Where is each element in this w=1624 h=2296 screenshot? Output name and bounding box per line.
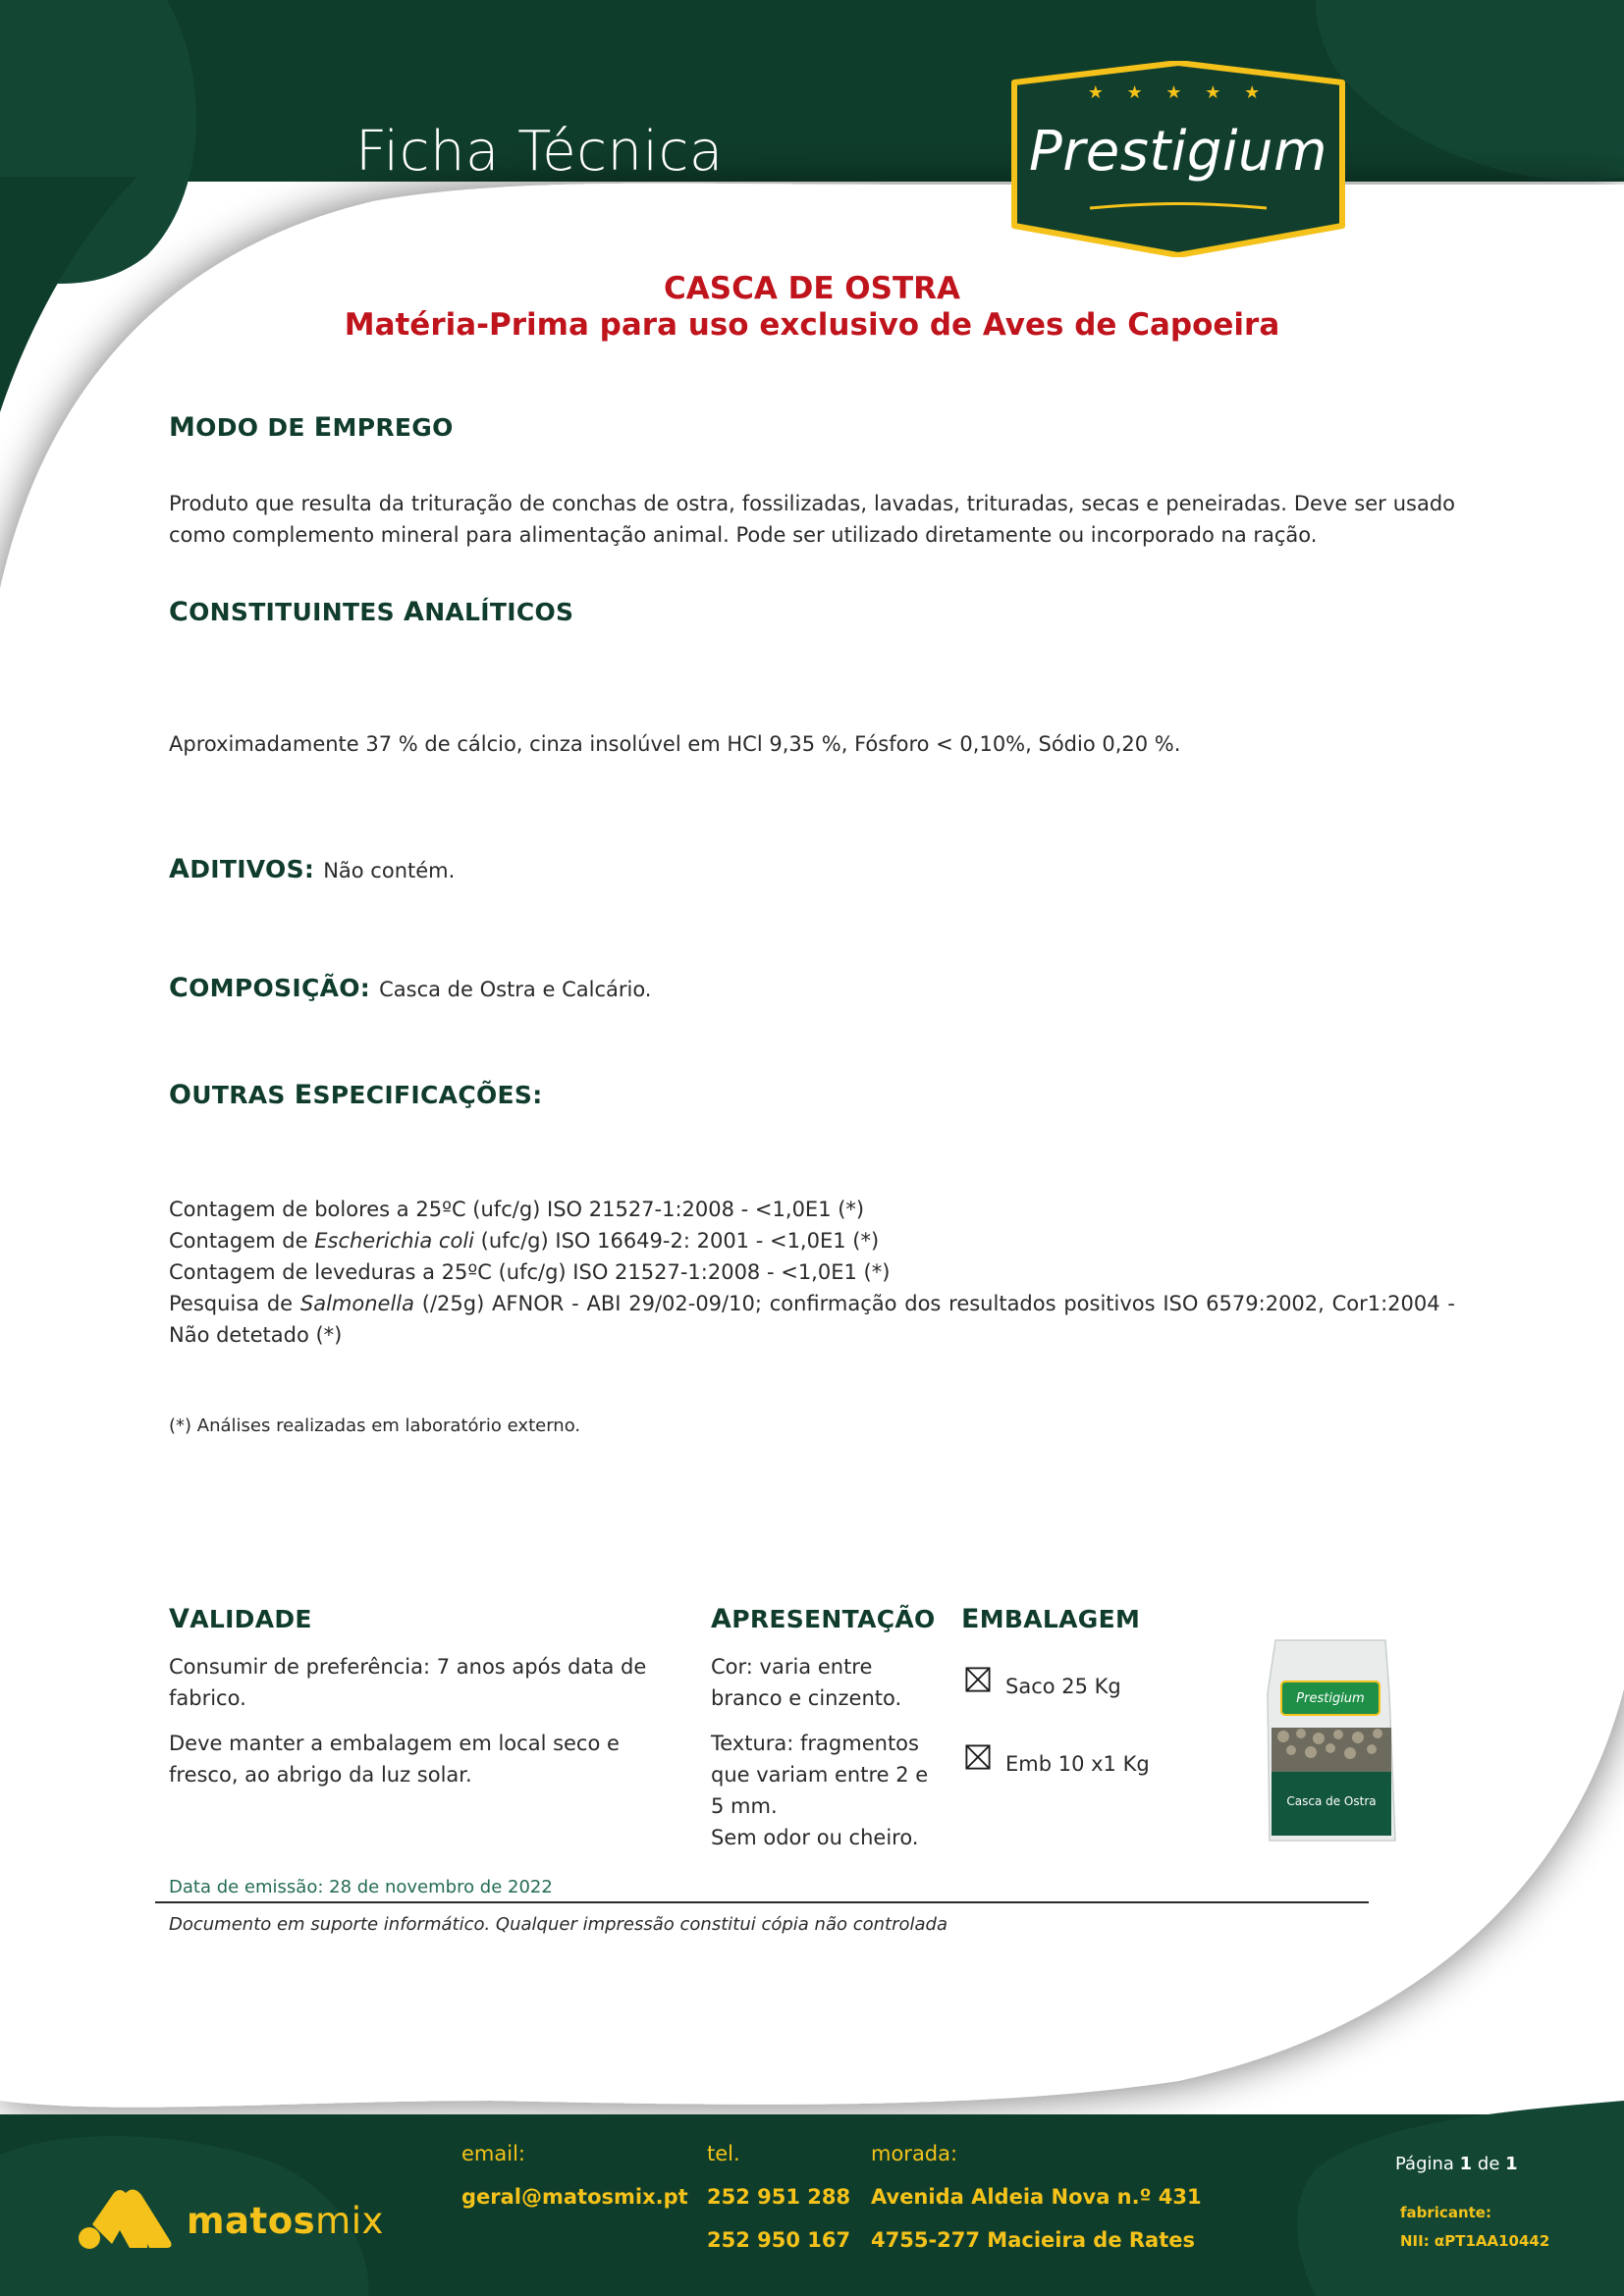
brand-name: Prestigium [1028,120,1328,184]
spec-line-salmonella: Pesquisa de Salmonella (/25g) AFNOR - ABI 29/02-09/10; confirmação dos resultados positivos ISO 6579:2002, Cor1:2004 - Não detetado (*) [169,1292,1455,1347]
modo-emprego-text: Produto que resulta da trituração de conchas de ostra, fossilizadas, lavadas, trituradas, secas e peneiradas. Deve ser usado como complemento mineral para alimentação animal. Pode ser utilizado diretamente ou incorporado na ração. [169,492,1455,547]
rating-stars-icon: ★ ★ ★ ★ ★ [1087,82,1270,103]
heading-outras-especificacoes: OUTRAS ESPECIFICAÇÕES: [169,1080,543,1110]
embalagem-option-emb[interactable] [965,1744,991,1774]
logo-word-light: mix [315,2200,384,2242]
composicao-row: COMPOSIÇÃO: Casca de Ostra e Calcário. [169,973,652,1003]
checked-box-icon [965,1744,991,1770]
apresentacao-odor: Sem odor ou cheiro. [711,1826,919,1849]
divider [155,1901,1369,1903]
product-subtitle: Matéria-Prima para uso exclusivo de Aves de Capoeira [344,307,1280,343]
heading-embalagem: EMBALAGEM [961,1604,1141,1634]
spec-line-ecoli: Contagem de Escherichia coli (ufc/g) ISO 16649-2: 2001 - <1,0E1 (*) [169,1229,880,1253]
bag-label: Casca de Ostra [1286,1794,1377,1808]
outras-especificacoes-list [169,1194,1455,1351]
page-indicator: Página 1 de 1 [1395,2154,1518,2174]
product-name: CASCA DE OSTRA [664,271,960,306]
spec-line-leveduras: Contagem de leveduras a 25ºC (ufc/g) ISO 21527-1:2008 - <1,0E1 (*) [169,1260,891,1284]
heading-validade: VALIDADE [169,1604,312,1634]
heading-constituintes: CONSTITUINTES ANALÍTICOS [169,597,574,627]
footer-email-link[interactable]: geral@matosmix.pt [461,2185,688,2209]
footer-tel-2[interactable]: 252 950 167 [707,2228,851,2252]
apresentacao-text [711,1651,939,1853]
issue-date: Data de emissão: 28 de novembro de 2022 [169,1877,553,1897]
heading-modo-emprego: MODO DE EMPREGO [169,412,454,443]
nii-number: NII: αPT1AA10442 [1400,2232,1550,2250]
validade-consumo: Consumir de preferência: 7 anos após data de fabrico. [169,1655,647,1710]
apresentacao-cor: Cor: varia entre branco e cinzento. [711,1655,902,1710]
bag-brand: Prestigium [1296,1691,1365,1706]
apresentacao-textura: Textura: fragmentos que variam entre 2 e 5 mm. [711,1732,929,1818]
spec-line-bolores: Contagem de bolores a 25ºC (ufc/g) ISO 21527-1:2008 - <1,0E1 (*) [169,1198,865,1221]
footnote-external-lab: (*) Análises realizadas em laboratório externo. [169,1415,581,1436]
embalagem-option-saco[interactable] [965,1667,991,1696]
logo-word-strong: matos [187,2200,316,2242]
footer-email-label: email: [461,2142,525,2165]
footer-address-line2: 4755-277 Macieira de Rates [871,2228,1196,2252]
constituintes-text: Aproximadamente 37 % de cálcio, cinza insolúvel em HCl 9,35 %, Fósforo < 0,10%, Sódio 0,20 %. [169,732,1181,756]
matosmix-logo-icon [77,2187,180,2252]
aditivos-row: ADITIVOS: Não contém. [169,854,456,884]
checked-box-icon [965,1667,991,1692]
footer-address-line1: Avenida Aldeia Nova n.º 431 [871,2185,1202,2209]
document-title: Ficha Técnica [355,120,724,184]
embalagem-label-emb: Emb 10 x1 Kg [1005,1752,1150,1776]
composicao-value: Casca de Ostra e Calcário. [379,978,652,1001]
footer-morada-label: morada: [871,2142,958,2165]
aditivos-value: Não contém. [323,859,456,882]
disclaimer: Documento em suporte informático. Qualquer impressão constitui cópia não controlada [169,1914,948,1935]
heading-apresentacao: APRESENTAÇÃO [711,1604,936,1634]
footer-tel-1[interactable]: 252 951 288 [707,2185,851,2209]
fabricante-label: fabricante: [1400,2204,1491,2221]
validade-armazenamento: Deve manter a embalagem em local seco e fresco, ao abrigo da luz solar. [169,1732,620,1787]
embalagem-label-saco: Saco 25 Kg [1005,1675,1121,1698]
product-bag-image [1262,1634,1399,1850]
validade-text [169,1651,689,1790]
footer-tel-label: tel. [707,2142,740,2165]
prestigium-badge [997,61,1360,257]
matosmix-logo [77,2187,384,2256]
